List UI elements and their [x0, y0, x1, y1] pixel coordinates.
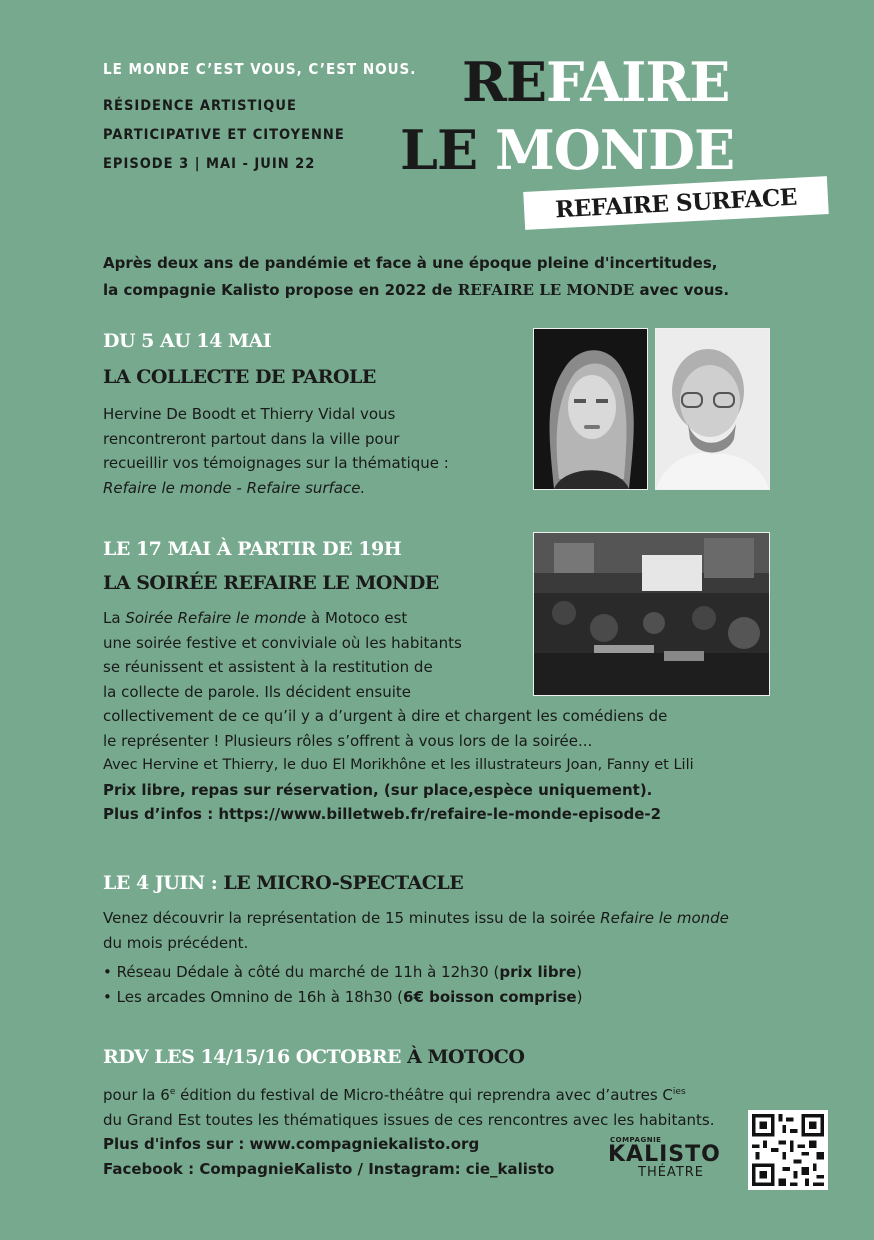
section3-title: LE MICRO-SPECTACLE [223, 872, 464, 894]
section4-sup-2: ies [672, 1087, 686, 1097]
section1-title: LA COLLECTE DE PAROLE [103, 366, 376, 388]
section4-sup-1: e [169, 1087, 176, 1097]
portrait-hervine [533, 328, 648, 490]
section3-bullet-1-pre: • Réseau Dédale à côté du marché de 11h à 12h30 ( [103, 963, 500, 981]
section2-line-1-pre: La [103, 609, 126, 627]
section3-bullet-1-bold: prix libre [499, 963, 577, 981]
section2-line-8: Prix libre, repas sur réservation, (sur place,espèce uniquement). [103, 780, 653, 799]
section4-line-3: Plus d'infos sur : www.compagniekalisto.org [103, 1135, 480, 1153]
section4-line-4: Facebook : CompagnieKalisto / Instagram: cie_kalisto [103, 1159, 555, 1178]
portrait-thierry-image [656, 329, 769, 489]
kalisto-logo [608, 1136, 721, 1180]
title-line-2 [400, 120, 734, 180]
section3-bullet-1-post: ) [576, 963, 582, 981]
intro-text [103, 250, 783, 304]
section4-line-1-mid: édition du festival de Micro-théâtre qui reprendra avec d’autres C [175, 1086, 673, 1104]
qr-code-image [748, 1110, 828, 1190]
section3-heading [103, 872, 463, 894]
section2-line-6: le représenter ! Plusieurs rôles s’offrent à vous lors de la soirée... [103, 731, 593, 750]
section3-line-1-pre: Venez découvrir la représentation de 15 minutes issu de la soirée [103, 909, 601, 927]
section4-heading [103, 1046, 524, 1068]
venue-photo-image [534, 533, 769, 695]
banner-text: REFAIRE SURFACE [554, 183, 798, 223]
section2-line-1-em: Soirée Refaire le monde [125, 609, 307, 627]
qr-code[interactable] [748, 1110, 828, 1190]
section3-bullet-2-post: ) [576, 987, 583, 1006]
section2-line-3: se réunissent et assistent à la restitution de [103, 658, 433, 676]
section4-date: RDV LES 14/15/16 OCTOBRE [103, 1046, 401, 1068]
section2-date: LE 17 MAI À PARTIR DE 19H [103, 538, 402, 560]
subtitle-banner [523, 176, 829, 230]
section4-line-1 [103, 1080, 793, 1108]
section2-line-1-post: à Motoco est [306, 609, 408, 627]
venue-photo [533, 532, 770, 696]
section1-date: DU 5 AU 14 MAI [103, 330, 272, 352]
logo-top: COMPAGNIE [610, 1136, 662, 1144]
intro-line-2-post: avec vous. [634, 281, 730, 299]
section3-line-1 [103, 906, 793, 931]
title-monde: MONDE [494, 118, 735, 182]
residence-line-1: RÉSIDENCE ARTISTIQUE [103, 98, 297, 114]
section1-body [103, 402, 523, 500]
portrait-hervine-image [534, 329, 647, 489]
section3-line-1-em: Refaire le monde [600, 909, 729, 927]
section1-line-1: Hervine De Boodt et Thierry Vidal vous [103, 405, 396, 423]
intro-line-2 [103, 277, 783, 304]
section4-line-2: du Grand Est toutes les thématiques issues de ces rencontres avec les habitants. [103, 1110, 715, 1129]
title-faire: FAIRE [546, 50, 730, 114]
section3-date: LE 4 JUIN : [103, 872, 224, 894]
intro-line-1: Après deux ans de pandémie et face à une époque pleine d'incertitudes, [103, 254, 718, 272]
section4-line-1-pre: pour la 6 [103, 1086, 170, 1104]
section2-line-9: Plus d’infos : https://www.billetweb.fr/refaire-le-monde-episode-2 [103, 805, 662, 823]
section2-line-4: la collecte de parole. Ils décident ensuite [103, 682, 411, 701]
section3-bullet-2-bold: 6€ boisson comprise [403, 987, 577, 1006]
section1-line-2: rencontreront partout dans la ville pour [103, 429, 400, 448]
section2-line-5: collectivement de ce qu’il y a d’urgent à dire et chargent les comédiens de [103, 707, 668, 725]
logo-main: KALISTO [608, 1142, 721, 1167]
portrait-thierry [655, 328, 770, 490]
section3-bullet-2-pre: • Les arcades Omnino de 16h à 18h30 ( [103, 987, 404, 1006]
intro-line-2-pre: la compagnie Kalisto propose en 2022 de [103, 281, 458, 299]
tagline: LE MONDE C’EST VOUS, C’EST NOUS. [103, 60, 417, 78]
section2-title: LA SOIRÉE REFAIRE LE MONDE [103, 572, 439, 594]
residence-line-2: PARTICIPATIVE ET CITOYENNE [103, 127, 345, 143]
intro-emphasis: REFAIRE LE MONDE [457, 281, 635, 299]
section1-line-4: Refaire le monde - Refaire surface. [103, 478, 366, 497]
title-line-1 [462, 52, 729, 112]
section3-bullet-2 [103, 985, 793, 1010]
title-re: RE [462, 50, 547, 114]
section3-body [103, 906, 793, 1009]
logo-bottom: THÉATRE [638, 1165, 705, 1180]
section1-line-3: recueillir vos témoignages sur la thématique : [103, 454, 449, 472]
title-le: LE [400, 118, 495, 182]
section2-line-7: Avec Hervine et Thierry, le duo El Morikhône et les illustrateurs Joan, Fanny et Lili [103, 757, 694, 773]
section3-line-2: du mois précédent. [103, 933, 249, 952]
episode-line: EPISODE 3 | MAI - JUIN 22 [103, 156, 316, 172]
section4-title: À MOTOCO [400, 1046, 525, 1068]
section2-line-2: une soirée festive et conviviale où les habitants [103, 633, 462, 652]
section3-bullet-1 [103, 960, 793, 985]
